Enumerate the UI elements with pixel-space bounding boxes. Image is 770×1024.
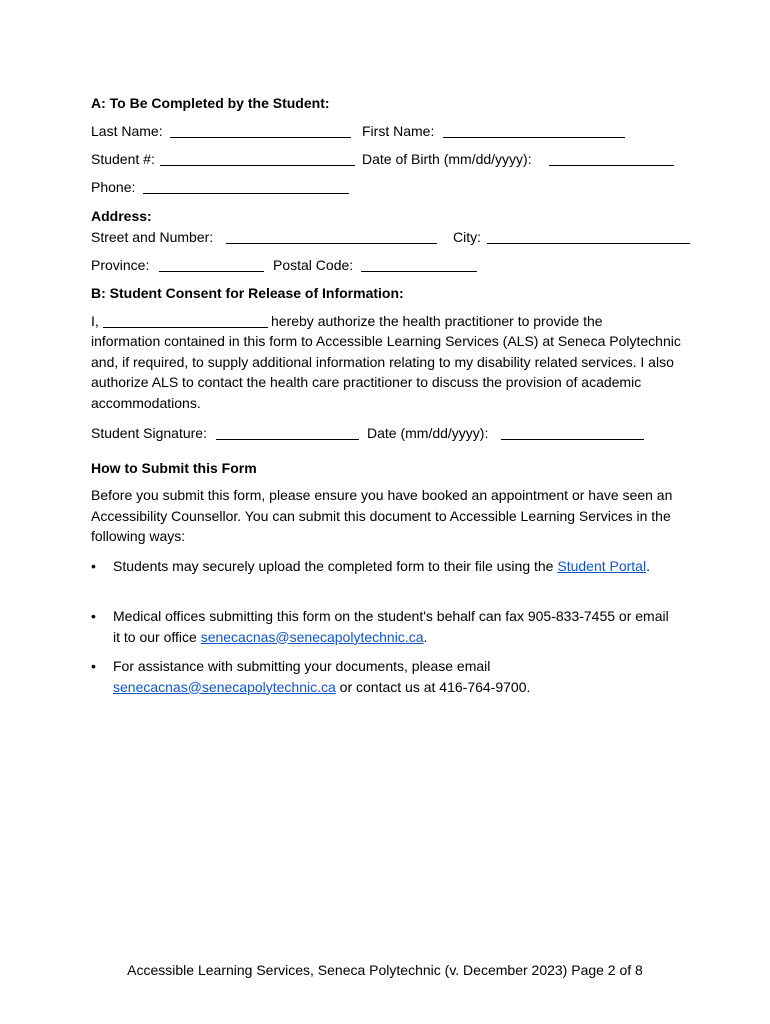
section-a-heading: A: To Be Completed by the Student: xyxy=(91,95,330,111)
last-name-label: Last Name: xyxy=(91,123,163,139)
province-field[interactable] xyxy=(159,271,264,272)
bullet-fax-end: . xyxy=(423,628,428,645)
student-number-label: Student #: xyxy=(91,151,155,167)
consent-name-field[interactable] xyxy=(103,327,268,328)
student-portal-link[interactable]: Student Portal xyxy=(557,558,647,574)
city-label: City: xyxy=(453,229,481,245)
first-name-field[interactable] xyxy=(443,137,625,138)
bullet-assistance xyxy=(113,656,678,697)
dob-label: Date of Birth (mm/dd/yyyy): xyxy=(362,151,532,167)
bullet-upload-end: . xyxy=(646,558,650,574)
consent-prefix: I, xyxy=(91,313,99,329)
submit-intro: Before you submit this form, please ensure you have booked an appointment or have seen an Accessibility Counsellor. You can submit this document to Accessible Learning Services in the following ways: xyxy=(91,487,673,544)
bullet-assistance-end: or contact us at 416-764-9700. xyxy=(335,678,531,695)
assistance-email-link[interactable]: senecacnas@senecapolytechnic.ca xyxy=(113,678,336,695)
bullet-fax-text: Medical offices submitting this form on the student's behalf can fax 905-833-7455 or email it to our office xyxy=(113,608,669,645)
consent-body: information contained in this form to Accessible Learning Services (ALS) at Seneca Polytechnic and, if required, to supply additional information relating to my disability related services. I also authorize ALS to contact the health care practitioner to discuss the provision of academic accommodations. xyxy=(91,333,681,411)
bullet-marker: • xyxy=(91,658,96,674)
street-label: Street and Number: xyxy=(91,229,214,245)
bullet-marker: • xyxy=(91,558,96,574)
bullet-upload xyxy=(113,556,678,577)
city-field[interactable] xyxy=(487,243,690,244)
page-footer: Accessible Learning Services, Seneca Polytechnic (v. December 2023) Page 2 of 8 xyxy=(127,962,643,978)
last-name-field[interactable] xyxy=(170,137,351,138)
signature-field[interactable] xyxy=(216,439,359,440)
bullet-marker: • xyxy=(91,608,96,624)
street-field[interactable] xyxy=(226,243,437,244)
address-heading: Address: xyxy=(91,208,152,224)
bullet-fax xyxy=(113,606,678,647)
office-email-link[interactable]: senecacnas@senecapolytechnic.ca xyxy=(200,628,424,645)
dob-field[interactable] xyxy=(549,165,674,166)
signature-date-label: Date (mm/dd/yyyy): xyxy=(367,425,489,441)
signature-label: Student Signature: xyxy=(91,425,207,441)
bullet-upload-text: Students may securely upload the completed form to their file using the xyxy=(113,558,558,574)
bullet-assistance-text: For assistance with submitting your documents, please email xyxy=(113,658,491,674)
section-b-heading: B: Student Consent for Release of Information: xyxy=(91,285,404,301)
signature-date-field[interactable] xyxy=(501,439,644,440)
student-number-field[interactable] xyxy=(160,165,355,166)
province-label: Province: xyxy=(91,257,150,273)
phone-label: Phone: xyxy=(91,179,136,195)
first-name-label: First Name: xyxy=(362,123,435,139)
postal-code-label: Postal Code: xyxy=(273,257,354,273)
postal-code-field[interactable] xyxy=(361,271,477,272)
submit-heading: How to Submit this Form xyxy=(91,460,257,476)
phone-field[interactable] xyxy=(143,193,349,194)
consent-line1: hereby authorize the health practitioner to provide the xyxy=(271,313,603,329)
